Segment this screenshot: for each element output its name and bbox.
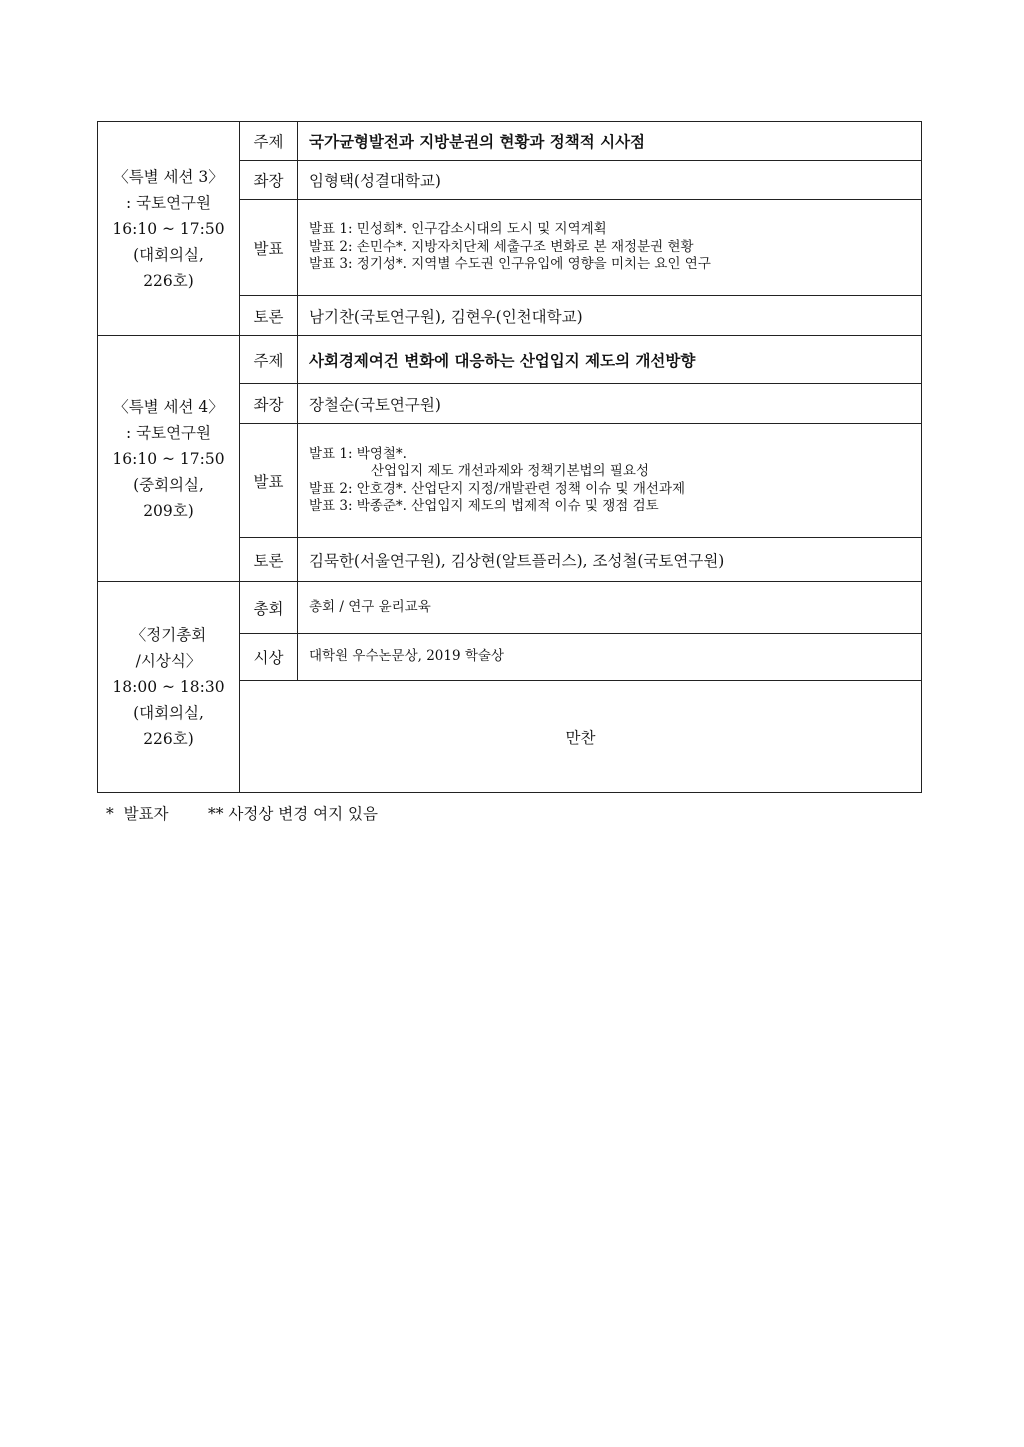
session-title-line: 226호)	[143, 730, 194, 748]
presentation-list	[298, 424, 922, 538]
session-title-line: (대회의실,	[133, 245, 204, 264]
session-title-line: 〈특별 세션 3〉	[113, 167, 224, 186]
chair-text: 장철순(국토연구원)	[298, 384, 922, 424]
session-3-title	[98, 122, 240, 336]
session-title-line: 226호)	[143, 271, 194, 290]
footnote-presenter: * 발표자	[106, 805, 169, 823]
chair-label: 좌장	[240, 161, 298, 200]
session-title-line: 〈정기총회	[130, 626, 207, 644]
presentation-list	[298, 200, 922, 296]
table-row	[98, 582, 922, 634]
table-row	[98, 122, 922, 161]
presentation-item: 산업입지 제도 개선과제와 정책기본법의 필요성	[371, 463, 649, 479]
session-title-line: 〈특별 세션 4〉	[113, 397, 224, 416]
presentation-item: 발표 1: 민성희*. 인구감소시대의 도시 및 지역계획	[309, 221, 607, 238]
chair-label: 좌장	[240, 384, 298, 424]
presentation-label: 발표	[240, 424, 298, 538]
topic-text: 국가균형발전과 지방분권의 현황과 정책적 시사점	[298, 122, 922, 161]
general-meeting-title	[98, 582, 240, 793]
presentation-item: 발표 3: 정기성*. 지역별 수도권 인구유입에 영향을 미치는 요인 연구	[309, 256, 711, 273]
session-title-line: /시상식〉	[135, 652, 202, 670]
session-title-line: 209호)	[143, 501, 194, 520]
session-title-line: 18:00 ~ 18:30	[112, 678, 225, 696]
session-title-line: (중회의실,	[133, 475, 204, 494]
presentation-item: 발표 2: 안호경*. 산업단지 지정/개발관련 정책 이슈 및 개선과제	[309, 480, 686, 497]
discussion-text: 김묵한(서울연구원), 김상현(알트플러스), 조성철(국토연구원)	[298, 538, 922, 582]
session-title-line: 16:10 ~ 17:50	[112, 449, 225, 468]
general-text: 총회 / 연구 윤리교육	[298, 582, 922, 634]
footnote-note: ** 사정상 변경 여지 있음	[207, 805, 378, 823]
session-title-line: 16:10 ~ 17:50	[112, 219, 225, 238]
schedule-table	[97, 121, 922, 793]
presentation-item: 발표 3: 박종준*. 산업입지 제도의 법제적 이슈 및 쟁점 검토	[309, 498, 659, 514]
topic-label: 주제	[240, 336, 298, 384]
session-4-title	[98, 336, 240, 582]
topic-text: 사회경제여건 변화에 대응하는 산업입지 제도의 개선방향	[298, 336, 922, 384]
session-title-line: : 국토연구원	[125, 193, 211, 212]
footnote	[106, 802, 378, 824]
discussion-label: 토론	[240, 296, 298, 336]
session-title-line: (대회의실,	[133, 704, 204, 722]
discussion-text: 남기찬(국토연구원), 김현우(인천대학교)	[298, 296, 922, 336]
awards-label: 시상	[240, 634, 298, 681]
table-row	[98, 336, 922, 384]
awards-text: 대학원 우수논문상, 2019 학술상	[298, 634, 922, 681]
presentation-item: 발표 1: 박영철*.	[309, 445, 407, 462]
discussion-label: 토론	[240, 538, 298, 582]
feast-cell: 만찬	[240, 681, 922, 793]
topic-label: 주제	[240, 122, 298, 161]
presentation-label: 발표	[240, 200, 298, 296]
general-label: 총회	[240, 582, 298, 634]
chair-text: 임형택(성결대학교)	[298, 161, 922, 200]
presentation-item: 발표 2: 손민수*. 지방자치단체 세출구조 변화로 본 재정분권 현황	[309, 238, 694, 255]
session-title-line: : 국토연구원	[125, 423, 211, 442]
